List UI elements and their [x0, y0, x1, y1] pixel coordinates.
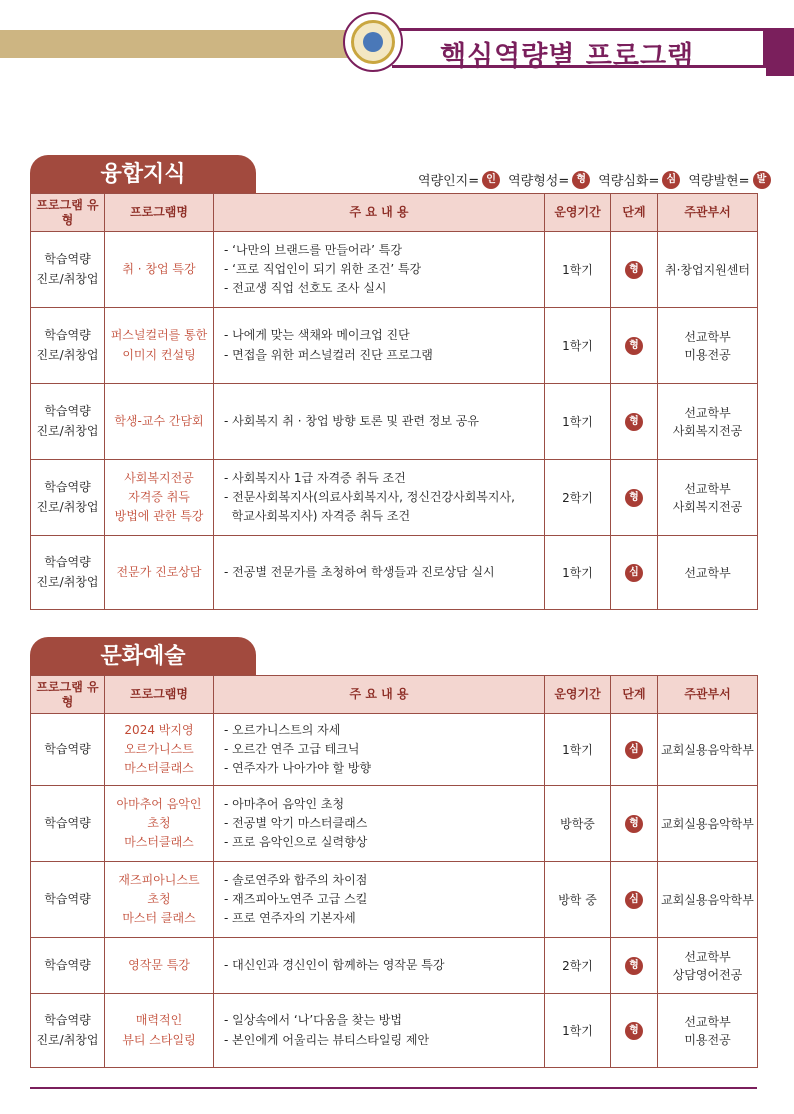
column-header: 주 요 내 용 — [214, 194, 545, 232]
department-cell-line: 교회실용음악학부 — [661, 742, 754, 757]
program-name-cell-line: 마스터클래스 — [124, 761, 194, 776]
stage-badge-icon: 발 — [753, 171, 771, 189]
program-type-cell-line: 학습역량 — [44, 555, 91, 570]
table-row — [31, 308, 758, 384]
program-name-cell-line: 전문가 진로상담 — [116, 564, 202, 579]
program-content-cell — [214, 384, 545, 460]
stage-cell — [611, 786, 658, 862]
department-cell — [658, 384, 758, 460]
program-name-cell-line: 학생-교수 간담회 — [114, 413, 204, 428]
stage-cell — [611, 384, 658, 460]
program-name-cell — [105, 232, 214, 308]
program-content-cell — [214, 460, 545, 536]
program-name-cell — [105, 994, 214, 1068]
department-cell-line: 선교학부 — [684, 481, 731, 496]
program-type-cell-line: 학습역량 — [44, 957, 91, 972]
program-content-cell-line: - 사회복지 취 · 창업 방향 토론 및 관련 정보 공유 — [224, 413, 479, 428]
program-type-cell-line: 진로/취창업 — [36, 423, 99, 438]
university-seal-icon — [343, 12, 403, 72]
department-cell — [658, 786, 758, 862]
program-content-cell-line: - 솔로연주와 합주의 차이점 — [224, 872, 368, 887]
period-cell: 방학 중 — [545, 862, 611, 938]
program-name-cell-line: 아마추어 음악인 — [116, 796, 202, 811]
table-row — [31, 460, 758, 536]
stage-cell — [611, 460, 658, 536]
column-header: 운영기간 — [545, 194, 611, 232]
program-name-cell-line: 마스터 클래스 — [122, 911, 196, 926]
department-cell-line: 선교학부 — [684, 565, 731, 580]
department-cell — [658, 460, 758, 536]
stage-badge-icon: 인 — [482, 171, 500, 189]
program-content-cell-line: - 아마추어 음악인 초청 — [224, 796, 345, 811]
program-content-cell-line: - 전교생 직업 선호도 조사 실시 — [224, 281, 387, 296]
stage-badge-icon: 형 — [625, 337, 643, 355]
program-content-cell-line: - ‘프로 직업인이 되기 위한 조건’ 특강 — [224, 261, 422, 276]
column-header: 프로그램 유형 — [31, 676, 105, 714]
stage-badge-icon: 심 — [662, 171, 680, 189]
table-row — [31, 938, 758, 994]
stage-badge-icon: 형 — [625, 1022, 643, 1040]
period-cell: 1학기 — [545, 536, 611, 610]
program-content-cell — [214, 862, 545, 938]
program-content-cell-line: - 오르간 연주 고급 테크닉 — [224, 741, 360, 756]
program-type-cell-line: 진로/취창업 — [36, 347, 99, 362]
stage-cell — [611, 994, 658, 1068]
stage-cell — [611, 714, 658, 786]
program-name-cell — [105, 308, 214, 384]
period-cell: 1학기 — [545, 994, 611, 1068]
program-content-cell-line: - 본인에게 어울리는 뷰티스타일링 제안 — [224, 1032, 430, 1047]
program-name-cell — [105, 384, 214, 460]
program-type-cell-line: 학습역량 — [44, 1013, 91, 1028]
column-header: 주관부서 — [658, 676, 758, 714]
column-header: 단계 — [611, 194, 658, 232]
program-type-cell-line: 학습역량 — [44, 741, 91, 756]
department-cell-line: 사회복지전공 — [672, 423, 743, 438]
column-header: 주 요 내 용 — [214, 676, 545, 714]
department-cell — [658, 862, 758, 938]
program-content-cell-line: - 재즈피아노연주 고급 스킬 — [224, 891, 368, 906]
stage-cell — [611, 232, 658, 308]
program-type-cell — [31, 786, 105, 862]
department-cell — [658, 714, 758, 786]
stage-badge-icon: 형 — [625, 261, 643, 279]
legend-label: 역량발현= — [688, 174, 750, 189]
program-content-cell-line: - 프로 음악인으로 실력향상 — [224, 835, 368, 850]
table-row — [31, 862, 758, 938]
program-type-cell — [31, 460, 105, 536]
stage-badge-icon: 형 — [625, 815, 643, 833]
stage-badge-icon: 형 — [625, 489, 643, 507]
period-cell: 1학기 — [545, 232, 611, 308]
program-type-cell-line: 학습역량 — [44, 404, 91, 419]
program-content-cell — [214, 232, 545, 308]
legend-label: 역량인지= — [418, 174, 480, 189]
program-name-cell-line: 마스터클래스 — [124, 835, 194, 850]
program-content-cell-line: - 나에게 맞는 색채와 메이크업 진단 — [224, 328, 410, 343]
period-cell: 2학기 — [545, 938, 611, 994]
stage-badge-icon: 형 — [572, 171, 590, 189]
stage-cell — [611, 308, 658, 384]
program-type-cell — [31, 384, 105, 460]
table-row — [31, 786, 758, 862]
program-type-cell-line: 진로/취창업 — [36, 574, 99, 589]
table-row — [31, 994, 758, 1068]
section-tab-fusion: 융합지식 — [30, 155, 256, 193]
department-cell-line: 선교학부 — [684, 329, 731, 344]
program-content-cell — [214, 308, 545, 384]
program-content-cell-line: - 사회복지사 1급 자격증 취득 조건 — [224, 470, 406, 485]
department-cell — [658, 308, 758, 384]
program-content-cell-line: 학교사회복지사) 자격증 취득 조건 — [224, 509, 411, 524]
table-header-row — [31, 194, 758, 232]
program-content-cell-line: - 오르가니스트의 자세 — [224, 722, 341, 737]
program-type-cell-line: 진로/취창업 — [36, 271, 99, 286]
department-cell-line: 교회실용음악학부 — [661, 892, 754, 907]
program-name-cell-line: 취 · 창업 특강 — [122, 261, 196, 276]
table-row — [31, 714, 758, 786]
program-name-cell — [105, 714, 214, 786]
program-name-cell-line: 자격증 취득 — [128, 489, 190, 504]
department-cell-line: 선교학부 — [684, 1014, 731, 1029]
program-type-cell — [31, 232, 105, 308]
program-content-cell-line: - ‘나만의 브랜드를 만들어라’ 특강 — [224, 242, 402, 257]
program-name-cell-line: 사회복지전공 — [124, 470, 194, 485]
stage-cell — [611, 536, 658, 610]
program-type-cell-line: 진로/취창업 — [36, 499, 99, 514]
program-name-cell-line: 뷰티 스타일링 — [122, 1032, 196, 1047]
legend-label: 역량심화= — [598, 174, 660, 189]
program-name-cell — [105, 862, 214, 938]
program-content-cell-line: - 전공별 악기 마스터클래스 — [224, 815, 368, 830]
department-cell-line: 교회실용음악학부 — [661, 816, 754, 831]
table-header-row — [31, 676, 758, 714]
program-type-cell-line: 학습역량 — [44, 328, 91, 343]
program-type-cell-line: 학습역량 — [44, 815, 91, 830]
program-type-cell — [31, 862, 105, 938]
program-content-cell-line: - 면접을 위한 퍼스널컬러 진단 프로그램 — [224, 347, 433, 362]
stage-badge-icon: 형 — [625, 957, 643, 975]
program-content-cell — [214, 994, 545, 1068]
title-end-bar — [766, 28, 794, 76]
bottom-rule — [30, 1087, 757, 1089]
stage-badge-icon: 형 — [625, 413, 643, 431]
column-header: 프로그램 유형 — [31, 194, 105, 232]
column-header: 주관부서 — [658, 194, 758, 232]
stage-legend — [418, 170, 777, 189]
stage-badge-icon: 심 — [625, 564, 643, 582]
program-content-cell — [214, 786, 545, 862]
program-content-cell-line: - 프로 연주자의 기본자세 — [224, 911, 356, 926]
column-header: 단계 — [611, 676, 658, 714]
program-name-cell — [105, 460, 214, 536]
department-cell-line: 선교학부 — [684, 949, 731, 964]
program-name-cell-line: 오르가니스트 — [124, 741, 194, 756]
program-name-cell-line: 초청 — [147, 891, 171, 906]
period-cell: 1학기 — [545, 308, 611, 384]
program-name-cell-line: 재즈피아니스트 — [118, 872, 200, 887]
column-header: 운영기간 — [545, 676, 611, 714]
section-tab-culture-arts: 문화예술 — [30, 637, 256, 675]
program-content-cell — [214, 714, 545, 786]
stage-cell — [611, 862, 658, 938]
program-table-culture-arts — [30, 675, 758, 1068]
table-row — [31, 232, 758, 308]
program-type-cell — [31, 536, 105, 610]
program-name-cell-line: 초청 — [147, 815, 171, 830]
program-type-cell-line: 학습역량 — [44, 891, 91, 906]
program-name-cell — [105, 938, 214, 994]
program-name-cell — [105, 786, 214, 862]
program-content-cell-line: - 전공별 전문가를 초청하여 학생들과 진로상담 실시 — [224, 564, 495, 579]
program-name-cell-line: 퍼스널컬러를 통한 — [110, 328, 208, 343]
program-content-cell — [214, 536, 545, 610]
program-type-cell-line: 진로/취창업 — [36, 1032, 99, 1047]
stage-badge-icon: 심 — [625, 741, 643, 759]
program-table-fusion — [30, 193, 758, 610]
program-name-cell-line: 영작문 특강 — [128, 957, 190, 972]
period-cell: 1학기 — [545, 384, 611, 460]
department-cell-line: 상담영어전공 — [672, 967, 743, 982]
program-type-cell — [31, 308, 105, 384]
department-cell-line: 미용전공 — [684, 1032, 731, 1047]
period-cell: 1학기 — [545, 714, 611, 786]
department-cell — [658, 232, 758, 308]
header-band — [0, 30, 390, 58]
program-type-cell — [31, 994, 105, 1068]
program-content-cell — [214, 938, 545, 994]
period-cell: 2학기 — [545, 460, 611, 536]
program-content-cell-line: - 일상속에서 ‘나’다움을 찾는 방법 — [224, 1013, 402, 1028]
program-type-cell-line: 학습역량 — [44, 252, 91, 267]
program-content-cell-line: - 연주자가 나아가야 할 방향 — [224, 761, 372, 776]
program-name-cell — [105, 536, 214, 610]
stage-cell — [611, 938, 658, 994]
program-name-cell-line: 이미지 컨설팅 — [122, 347, 196, 362]
program-type-cell-line: 학습역량 — [44, 480, 91, 495]
department-cell — [658, 536, 758, 610]
department-cell-line: 취·창업지원센터 — [665, 262, 750, 277]
program-type-cell — [31, 714, 105, 786]
legend-label: 역량형성= — [508, 174, 570, 189]
program-content-cell-line: - 전문사회복지사(의료사회복지사, 정신건강사회복지사, — [224, 489, 515, 504]
department-cell-line: 미용전공 — [684, 347, 731, 362]
period-cell: 방학중 — [545, 786, 611, 862]
page-title: 핵심역량별 프로그램 — [440, 41, 695, 72]
column-header: 프로그램명 — [105, 676, 214, 714]
program-type-cell — [31, 938, 105, 994]
department-cell-line: 선교학부 — [684, 405, 731, 420]
department-cell — [658, 994, 758, 1068]
column-header: 프로그램명 — [105, 194, 214, 232]
program-content-cell-line: - 대신인과 경신인이 함께하는 영작문 특강 — [224, 957, 445, 972]
program-name-cell-line: 방법에 관한 특강 — [114, 509, 204, 524]
stage-badge-icon: 심 — [625, 891, 643, 909]
department-cell — [658, 938, 758, 994]
program-name-cell-line: 2024 박지영 — [124, 722, 194, 737]
table-row — [31, 536, 758, 610]
table-row — [31, 384, 758, 460]
department-cell-line: 사회복지전공 — [672, 499, 743, 514]
program-name-cell-line: 매력적인 — [135, 1013, 183, 1028]
